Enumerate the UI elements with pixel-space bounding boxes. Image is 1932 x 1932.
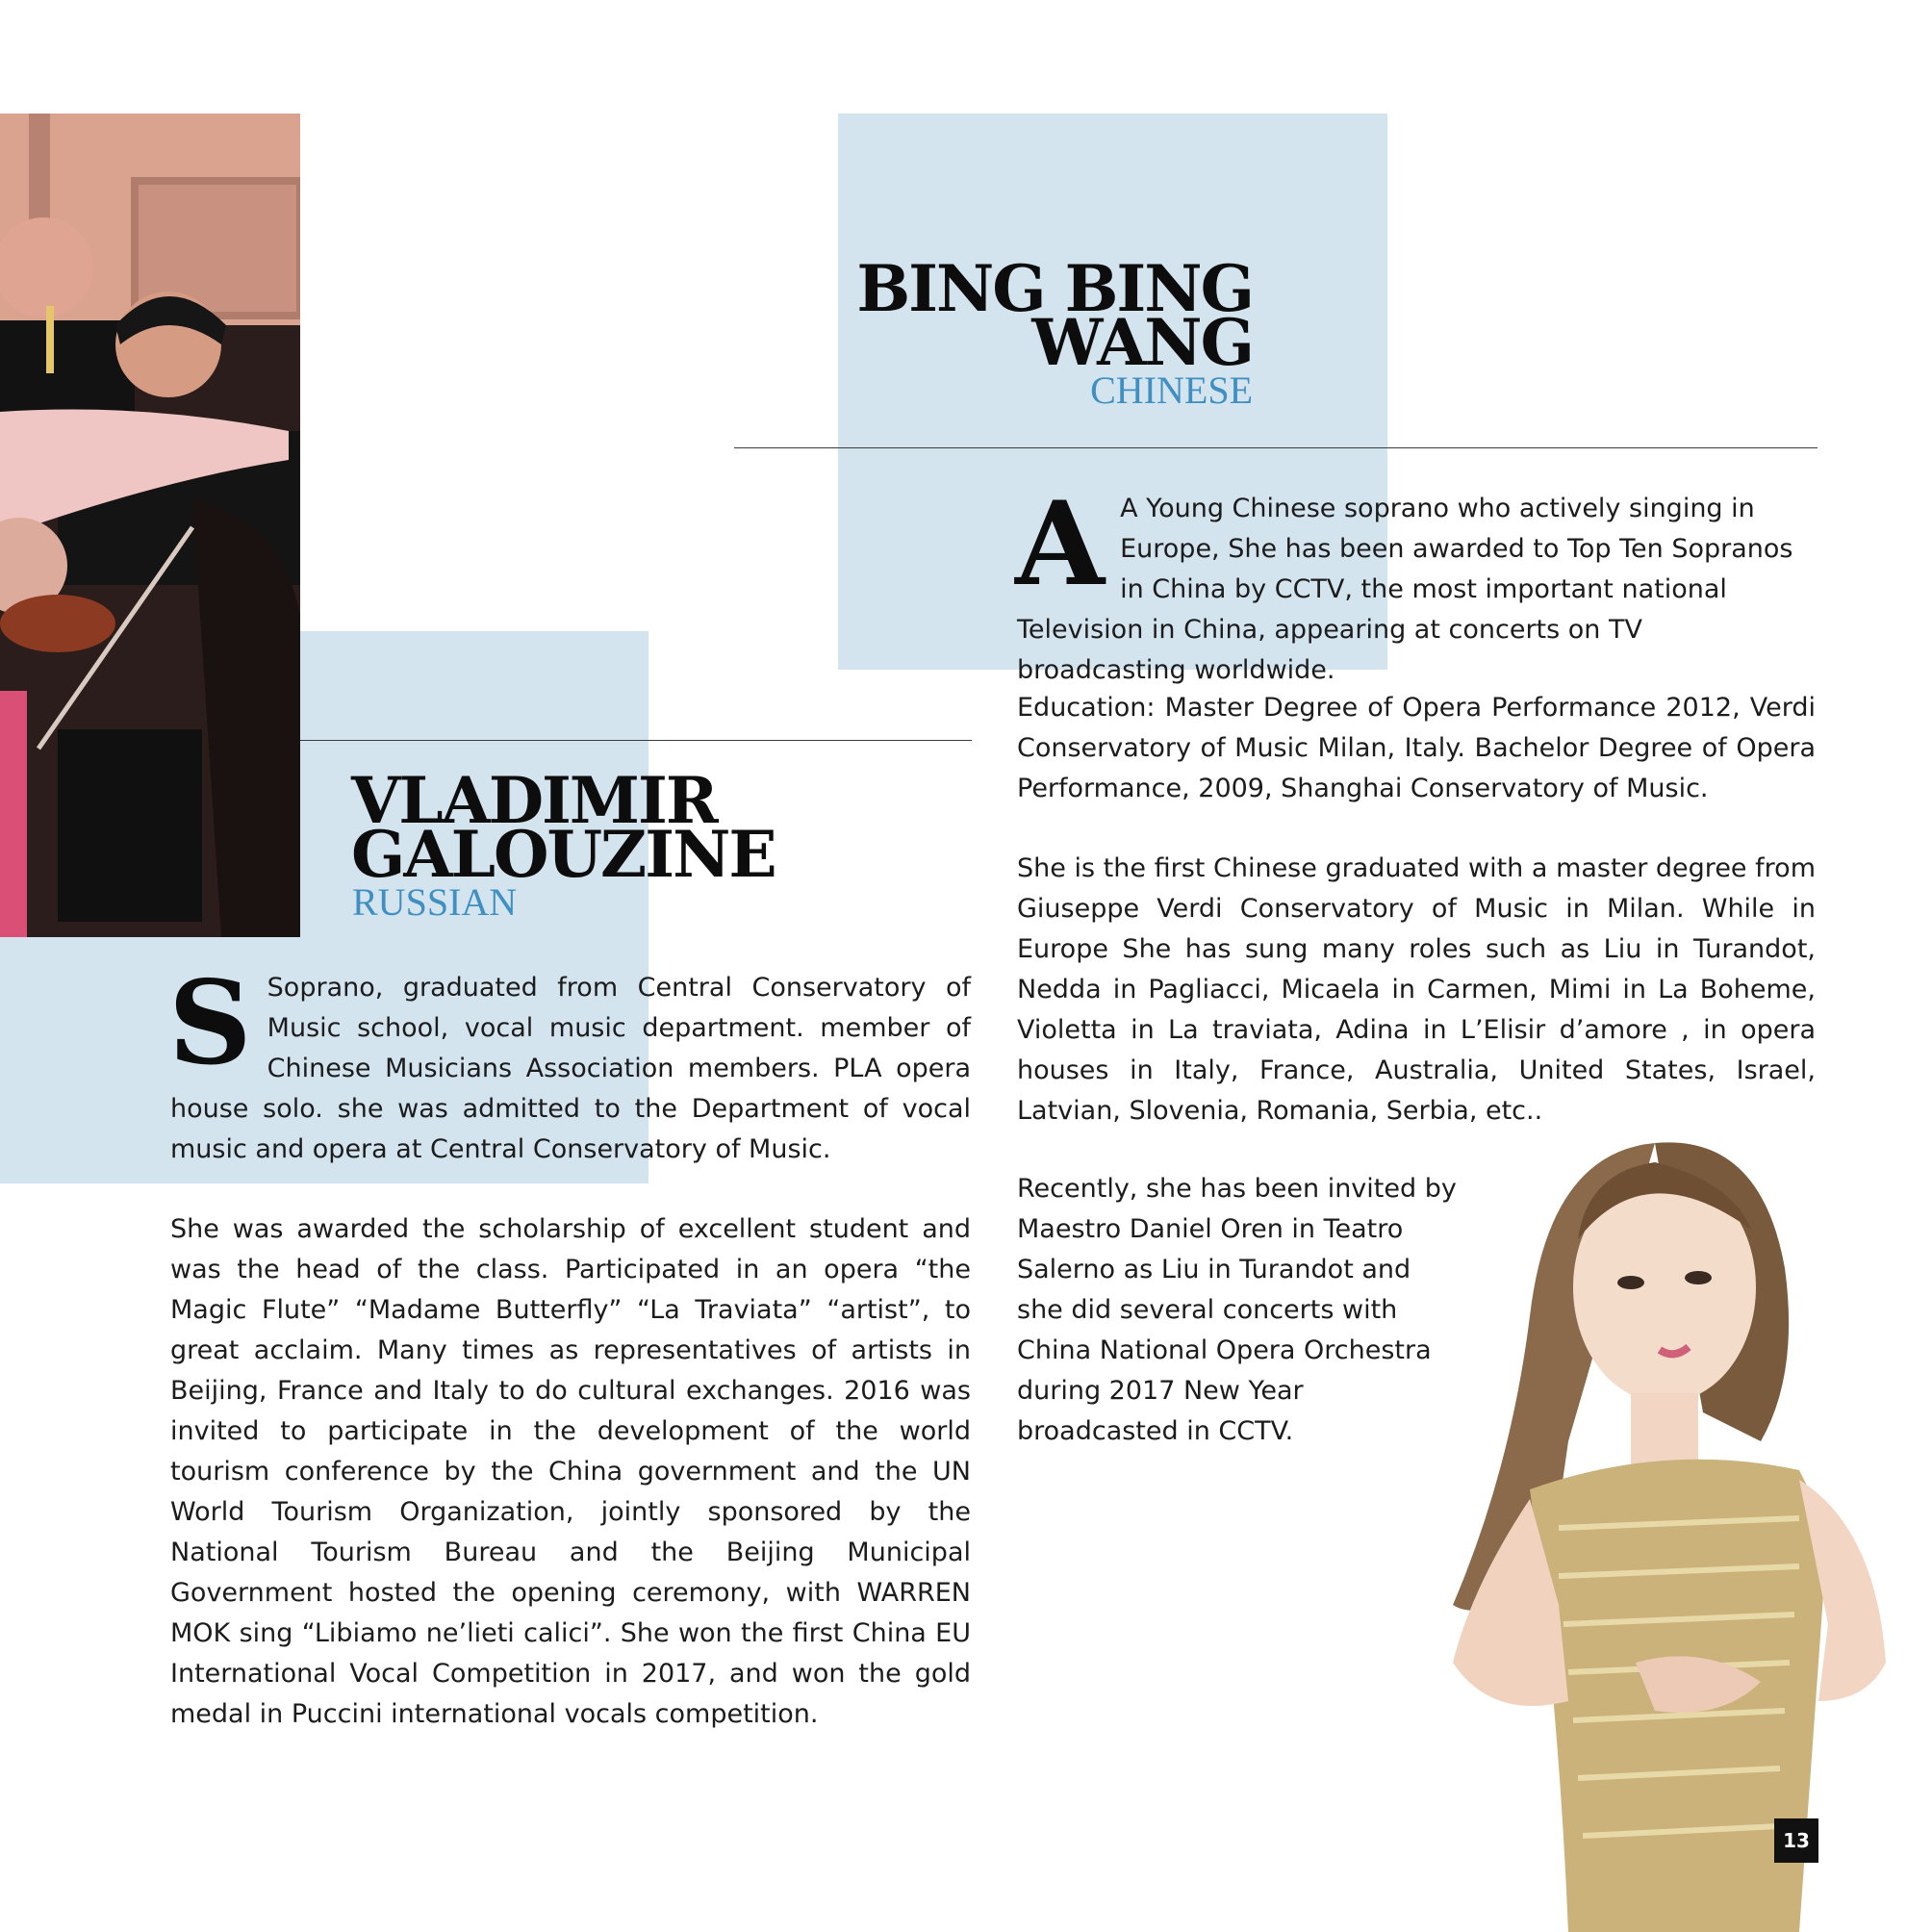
artist-two-education: Education: Master Degree of Opera Performance 2012, Verdi Conservatory of Music Milan, Italy. Bachelor Degree of Opera Performance, 2009, Shanghai Conservatory of Music. xyxy=(1017,693,1816,803)
artist-two-name-line2: WANG xyxy=(1031,305,1253,380)
artist-one-name-line1: VLADIMIR xyxy=(351,763,717,838)
artist-one-name-line2: GALOUZINE xyxy=(351,817,775,892)
singer-portrait-photo xyxy=(1414,1124,1924,1932)
artist-one-name xyxy=(351,763,775,892)
artist-two-name xyxy=(827,251,1253,380)
artist-two-nationality: CHINESE xyxy=(1090,369,1253,412)
artist-two-name-line1: BING BING xyxy=(856,251,1253,326)
artist-one-intro-text: Soprano, graduated from Central Conservatory of Music school, vocal music department. member of Chinese Musicians Association members. PLA opera house solo. she was admitted to the Department of vocal music and opera at Central Conservatory of Music. xyxy=(170,973,971,1164)
artist-two-intro-text: A Young Chinese soprano who actively singing in Europe, She has been awarded to Top Ten Sopranos in China by CCTV, the most important national Television in China, appearing at concerts on TV broadcasting worldwide. xyxy=(1017,494,1793,685)
artist-one-intro xyxy=(168,955,971,1170)
page-number-badge: 13 xyxy=(1774,1818,1818,1863)
artist-two-recent: Recently, she has been invited by Maestro Daniel Oren in Teatro Salerno as Liu in Turandot and she did several concerts with China National Opera Orchestra during 2017 New Year broadcasted in CCTV. xyxy=(1017,1174,1457,1446)
artist-two-career: She is the first Chinese graduated with a master degree from Giuseppe Verdi Conservatory of Music in Milan. While in Europe She has sung many roles such as Liu in Turandot, Nedda in Pagliacci, Micaela in Carmen, Mimi in La Boheme, Violetta in La traviata, Adina in L’Elisir d’amore , in opera houses in Italy, France, Australia, United States, Israel, Latvian, Slovenia, Romania, Serbia, etc.. xyxy=(1017,853,1816,1126)
artist-one-bio: She was awarded the scholarship of excellent student and was the head of the class. Participated in an opera “the Magic Flute” “Madame Butterfly” “La Traviata” “artist”, to great acclaim. Many times as representatives of artists in Beijing, France and Italy to do cultural exchanges. 2016 was invited to participate in the development of the world tourism conference by the China government and the UN World Tourism Organization, jointly sponsored by the National Tourism Bureau and the Beijing Municipal Government hosted the opening ceremony, with WARREN MOK sing “Libiamo ne’lieti calici”. She won the first China EU International Vocal Competition in 2017, and won the gold medal in Puccini international vocals competition. xyxy=(170,1214,971,1729)
artist-two-intro xyxy=(1015,476,1816,691)
divider-left xyxy=(300,740,972,741)
artist-two-dropcap: A xyxy=(1015,476,1106,612)
artist-one-nationality: RUSSIAN xyxy=(352,880,518,924)
divider-top xyxy=(734,447,1818,448)
orchestra-photo xyxy=(0,114,300,937)
artist-one-dropcap: S xyxy=(168,955,252,1091)
